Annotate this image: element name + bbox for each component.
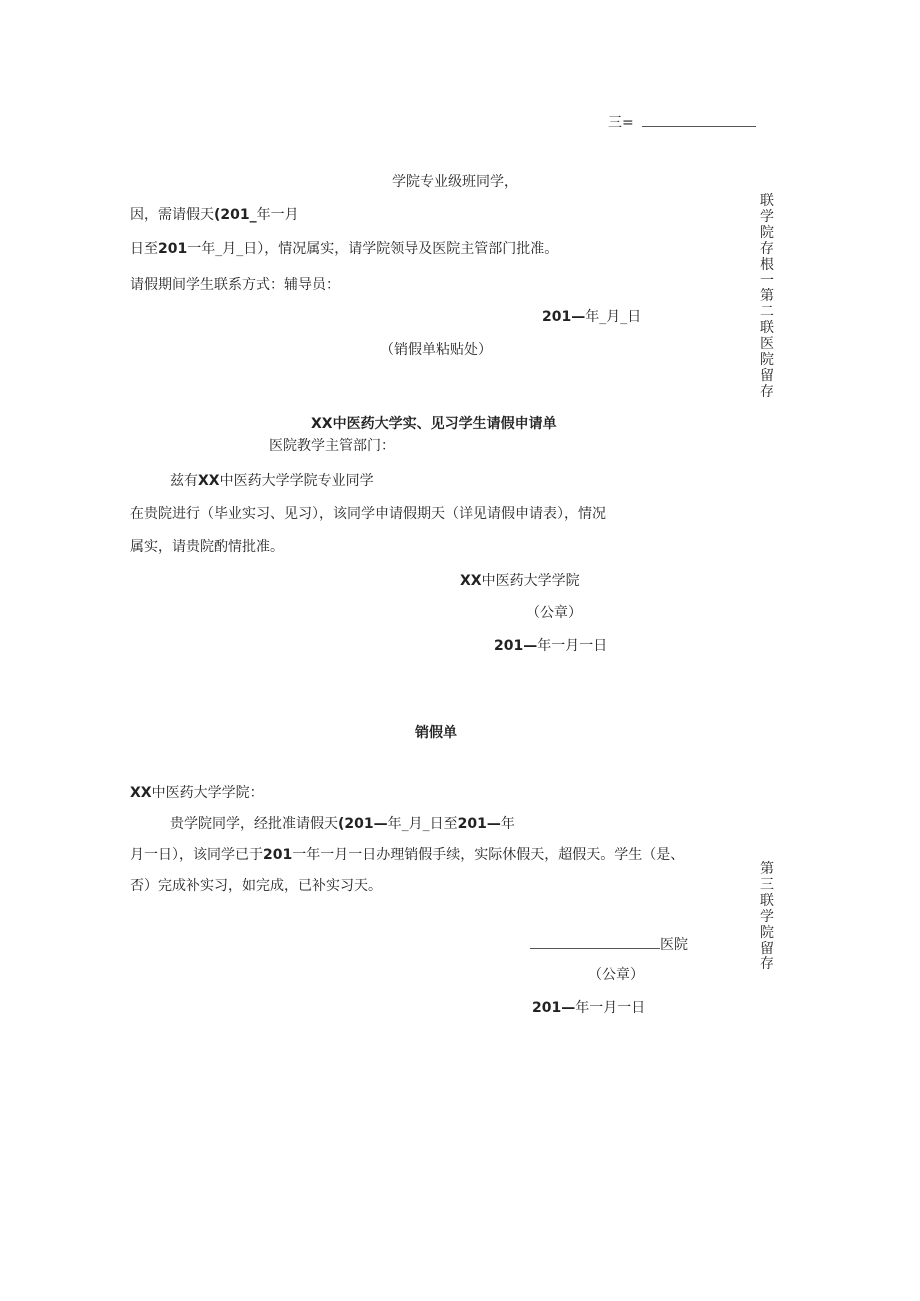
form3-date: 201—年一月一日 <box>532 1000 646 1016</box>
form3-line1: 贵学院同学，经批准请假天(201—年_月_日至201—年 <box>170 816 515 832</box>
form3-line3: 否）完成补实习，如完成，已补实习天。 <box>130 878 382 894</box>
form1-line2: 因，需请假天(201_年一月 <box>130 207 299 223</box>
header-blank-line <box>642 114 756 127</box>
form3-line2: 月一日），该同学已于201一年一月一日办理销假手续，实际休假天，超假天。学生（是、 <box>130 847 685 863</box>
form2-line1: 兹有XX中医药大学学院专业同学 <box>170 473 374 489</box>
form1-line4: 请假期间学生联系方式：辅导员： <box>130 277 340 293</box>
form2-line3: 属实，请贵院酌情批准。 <box>130 539 284 555</box>
form1-line3: 日至201一年_月_日），情况属实，请学院领导及医院主管部门批准。 <box>130 241 559 257</box>
form2-signature: XX中医药大学学院 <box>460 573 580 589</box>
form2-title: XX中医药大学实、见习学生请假申请单 <box>311 416 557 432</box>
form3-title: 销假单 <box>415 725 457 741</box>
form2-date: 201—年一月一日 <box>494 638 608 654</box>
hospital-blank-line <box>530 936 660 949</box>
form2-addressee: 医院教学主管部门： <box>269 438 395 454</box>
form1-date: 201—年_月_日 <box>542 309 642 325</box>
side-stub-upper: 联学院存根一第二联医院留存 <box>760 193 774 400</box>
form2-line2: 在贵院进行（毕业实习、见习），该同学申请假期天（详见请假申请表），情况 <box>130 506 606 522</box>
form2-seal: （公章） <box>526 605 582 621</box>
side-stub-lower: 第三联学院留存 <box>760 861 774 973</box>
header-mark: 三= <box>608 114 756 132</box>
form3-addressee: XX中医药大学学院： <box>130 785 264 801</box>
form3-seal: （公章） <box>588 967 644 983</box>
form1-line1: 学院专业级班同学， <box>392 174 518 190</box>
paste-note: （销假单粘贴处） <box>380 342 492 358</box>
form3-signature: 医院 <box>530 936 688 954</box>
